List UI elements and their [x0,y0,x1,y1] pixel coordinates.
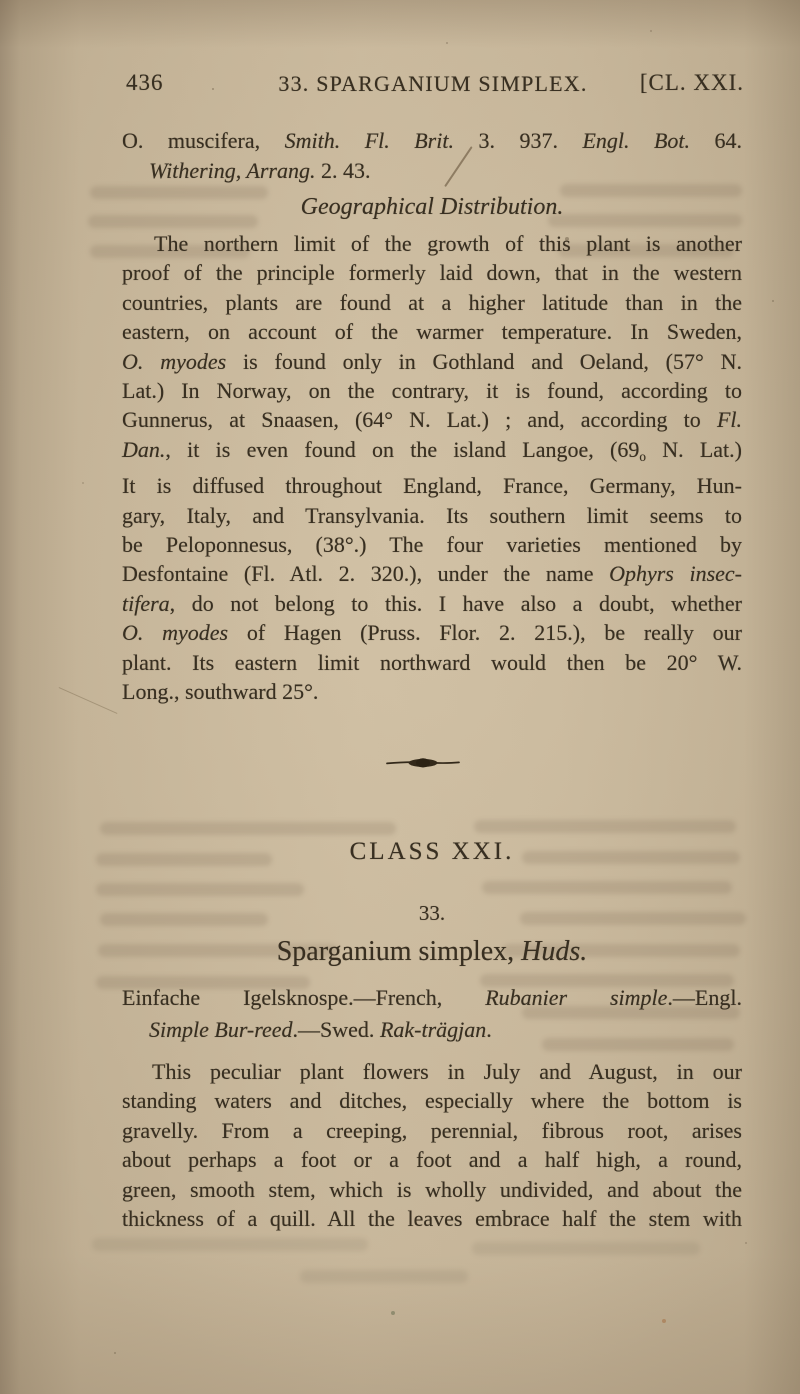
text-line: O. myodes is found only in Gothland and Oeland, (57° N. [122,348,742,374]
running-title: 33. SPARGANIUM SIMPLEX. [278,71,588,96]
text-line: This peculiar plant flowers in July and August, in our [152,1059,742,1084]
text-line: O. myodes of Hagen (Pruss. Flor. 2. 215.), be really our [122,620,742,646]
text-line: about perhaps a foot or a foot and a half high, a round, [122,1147,742,1173]
species-name [122,935,742,969]
showthrough-smudge [100,822,396,835]
text-line: be Peloponnesus, (38°.) The four varieties mentioned by [122,532,742,558]
text-line: tifera, do not belong to this. I have also a doubt, whether [122,590,742,616]
species-description-paragraph [122,1057,742,1233]
text-line: Simple Bur-reed.—Swed. Rak-trägjan. [149,1017,492,1042]
vernacular-names-block [122,982,742,1046]
showthrough-smudge [96,883,304,896]
swelled-rule-icon [386,756,460,770]
foxing-specks [0,0,2,2]
geographical-distribution-paragraph [122,229,742,706]
text-line: standing waters and ditches, especially where the bottom is [122,1088,742,1114]
showthrough-smudge [482,881,732,894]
text-line: countries, plants are found at a higher latitude than in the [122,289,742,315]
text-line: thickness of a quill. All the leaves embrace half the stem with [122,1206,742,1232]
text-line: gary, Italy, and Transylvania. Its southern limit seems to [122,502,742,528]
showthrough-smudge [92,1238,368,1251]
paper-hair-mark [59,687,118,714]
class-heading: CLASS XXI. [349,838,515,865]
section-heading-geographical-distribution: Geographical Distribution. [300,194,564,220]
text-line: Einfache Igelsknospe.—French, Rubanier simple.—Engl. [122,985,742,1010]
text-line: eastern, on account of the warmer temperature. In Sweden, [122,319,742,345]
class-reference: [CL. XXI. [639,70,744,95]
text-line: Lat.) In Norway, on the contrary, it is found, according to [122,378,742,404]
text-line: Gunnerus, at Snaasen, (64° N. Lat.) ; and, according to Fl. [122,407,742,433]
showthrough-smudge [472,1242,700,1255]
showthrough-smudge [300,1270,468,1283]
species-number: 33. [418,901,446,925]
text-line: Long., southward 25°. [122,679,319,705]
text-line: Desfontaine (Fl. Atl. 2. 320.), under the name Ophyrs insec- [122,561,742,587]
text-line: The northern limit of the growth of this plant is another [154,231,742,256]
text-line: Withering, Arrang. 2. 43. [149,158,371,183]
text-line: proof of the principle formerly laid down, that in the western [122,260,742,286]
text-line: green, smooth stem, which is wholly undivided, and about the [122,1176,742,1202]
running-head [122,70,744,100]
text-line: plant. Its eastern limit northward would then be 20° W. [122,649,742,675]
text-line: O. muscifera, Smith. Fl. Brit. 3. 937. Engl. Bot. 64. [122,128,743,153]
text-line: It is diffused throughout England, France, Germany, Hun- [122,473,742,499]
text-line: Sparganium simplex, Huds. [276,936,588,967]
citation-block [122,126,742,186]
text-line: gravelly. From a creeping, perennial, fibrous root, arises [122,1117,742,1143]
showthrough-smudge [474,820,736,833]
swelled-rule-ornament [386,756,460,770]
page-number: 436 [126,70,164,95]
text-line: Dan., it is even found on the island Langoe, (69o N. Lat.) [122,436,742,464]
